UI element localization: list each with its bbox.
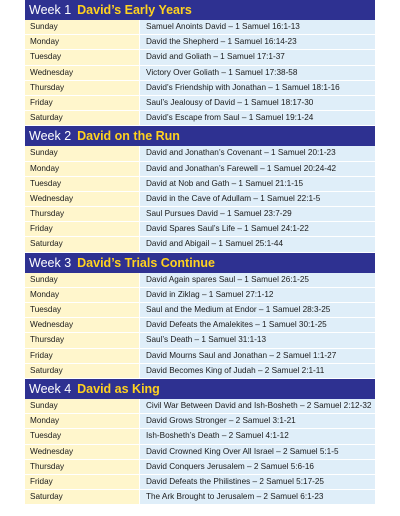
- week-label: Week 3: [29, 255, 72, 270]
- week-title: David’s Trials Continue: [77, 255, 215, 270]
- day-row: [25, 399, 375, 414]
- day-row: [25, 96, 375, 111]
- day-name: Monday: [25, 414, 140, 428]
- reading-passage: David Mourns Saul and Jonathan – 2 Samuel 1:1-27: [140, 349, 375, 363]
- day-row: [25, 222, 375, 237]
- reading-passage: David Becomes King of Judah – 2 Samuel 2:1-11: [140, 364, 375, 378]
- week-title: David’s Early Years: [77, 3, 192, 17]
- week-header: [25, 126, 375, 146]
- reading-passage: David and Jonathan’s Covenant – 1 Samuel 20:1-23: [140, 146, 375, 160]
- day-name: Saturday: [25, 237, 140, 251]
- reading-passage: The Ark Brought to Jerusalem – 2 Samuel 6:1-23: [140, 490, 375, 504]
- day-row: [25, 192, 375, 207]
- reading-passage: David Crowned King Over All Israel – 2 Samuel 5:1-5: [140, 445, 375, 459]
- day-row: [25, 288, 375, 303]
- day-row: [25, 146, 375, 161]
- day-row: [25, 303, 375, 318]
- day-name: Friday: [25, 222, 140, 236]
- day-name: Sunday: [25, 146, 140, 160]
- day-name: Wednesday: [25, 66, 140, 80]
- reading-passage: David in Ziklag – 1 Samuel 27:1-12: [140, 288, 375, 302]
- reading-passage: David the Shepherd – 1 Samuel 16:14-23: [140, 35, 375, 49]
- day-row: [25, 177, 375, 192]
- day-name: Saturday: [25, 364, 140, 378]
- day-name: Monday: [25, 288, 140, 302]
- day-row: [25, 414, 375, 429]
- reading-passage: David Spares Saul’s Life – 1 Samuel 24:1-22: [140, 222, 375, 236]
- reading-passage: David Conquers Jerusalem – 2 Samuel 5:6-16: [140, 460, 375, 474]
- reading-plan: [25, 0, 375, 505]
- week-label: Week 4: [29, 381, 72, 396]
- day-name: Wednesday: [25, 192, 140, 206]
- day-name: Thursday: [25, 333, 140, 347]
- day-name: Tuesday: [25, 50, 140, 64]
- day-name: Saturday: [25, 490, 140, 504]
- day-row: [25, 81, 375, 96]
- reading-passage: David’s Escape from Saul – 1 Samuel 19:1-24: [140, 111, 375, 125]
- day-row: [25, 273, 375, 288]
- reading-passage: David Defeats the Philistines – 2 Samuel 5:17-25: [140, 475, 375, 489]
- reading-passage: Saul and the Medium at Endor – 1 Samuel 28:3-25: [140, 303, 375, 317]
- day-name: Sunday: [25, 273, 140, 287]
- day-name: Friday: [25, 96, 140, 110]
- reading-passage: David and Jonathan’s Farewell – 1 Samuel 20:24-42: [140, 162, 375, 176]
- week-days: [25, 20, 375, 126]
- day-row: [25, 333, 375, 348]
- week-days: [25, 399, 375, 505]
- reading-passage: David Grows Stronger – 2 Samuel 3:1-21: [140, 414, 375, 428]
- reading-passage: Civil War Between David and Ish-Bosheth – 2 Samuel 2:12-32: [140, 399, 375, 413]
- day-row: [25, 111, 375, 126]
- week-title: David as King: [77, 381, 160, 396]
- day-name: Tuesday: [25, 177, 140, 191]
- week-days: [25, 273, 375, 379]
- day-name: Monday: [25, 162, 140, 176]
- week-section-3: [25, 253, 375, 379]
- reading-passage: Saul Pursues David – 1 Samuel 23:7-29: [140, 207, 375, 221]
- reading-passage: David at Nob and Gath – 1 Samuel 21:1-15: [140, 177, 375, 191]
- week-days: [25, 146, 375, 252]
- reading-passage: Samuel Anoints David – 1 Samuel 16:1-13: [140, 20, 375, 34]
- day-row: [25, 162, 375, 177]
- reading-passage: David and Goliath – 1 Samuel 17:1-37: [140, 50, 375, 64]
- day-name: Friday: [25, 475, 140, 489]
- day-row: [25, 318, 375, 333]
- week-title: David on the Run: [77, 129, 180, 144]
- day-row: [25, 460, 375, 475]
- reading-passage: David Defeats the Amalekites – 1 Samuel 30:1-25: [140, 318, 375, 332]
- day-name: Thursday: [25, 207, 140, 221]
- day-name: Sunday: [25, 20, 140, 34]
- day-row: [25, 475, 375, 490]
- week-header: [25, 253, 375, 273]
- day-row: [25, 445, 375, 460]
- day-row: [25, 490, 375, 505]
- day-row: [25, 364, 375, 379]
- day-row: [25, 349, 375, 364]
- week-section-2: [25, 126, 375, 252]
- day-row: [25, 429, 375, 444]
- day-row: [25, 20, 375, 35]
- day-name: Monday: [25, 35, 140, 49]
- week-header: [25, 379, 375, 399]
- week-label: Week 1: [29, 3, 72, 17]
- day-name: Wednesday: [25, 318, 140, 332]
- week-section-1: [25, 0, 375, 126]
- day-name: Tuesday: [25, 429, 140, 443]
- reading-passage: David Again spares Saul – 1 Samuel 26:1-25: [140, 273, 375, 287]
- day-row: [25, 50, 375, 65]
- reading-passage: Victory Over Goliath – 1 Samuel 17:38-58: [140, 66, 375, 80]
- week-label: Week 2: [29, 129, 72, 144]
- reading-passage: Ish-Bosheth’s Death – 2 Samuel 4:1-12: [140, 429, 375, 443]
- week-header: [25, 0, 375, 20]
- day-name: Sunday: [25, 399, 140, 413]
- day-name: Thursday: [25, 81, 140, 95]
- reading-passage: Saul’s Death – 1 Samuel 31:1-13: [140, 333, 375, 347]
- day-row: [25, 207, 375, 222]
- reading-passage: David and Abigail – 1 Samuel 25:1-44: [140, 237, 375, 251]
- day-name: Wednesday: [25, 445, 140, 459]
- day-name: Saturday: [25, 111, 140, 125]
- day-row: [25, 66, 375, 81]
- reading-passage: David’s Friendship with Jonathan – 1 Samuel 18:1-16: [140, 81, 375, 95]
- day-name: Tuesday: [25, 303, 140, 317]
- day-row: [25, 35, 375, 50]
- day-name: Thursday: [25, 460, 140, 474]
- day-row: [25, 237, 375, 252]
- week-section-4: [25, 379, 375, 505]
- day-name: Friday: [25, 349, 140, 363]
- reading-passage: David in the Cave of Adullam – 1 Samuel 22:1-5: [140, 192, 375, 206]
- reading-passage: Saul’s Jealousy of David – 1 Samuel 18:17-30: [140, 96, 375, 110]
